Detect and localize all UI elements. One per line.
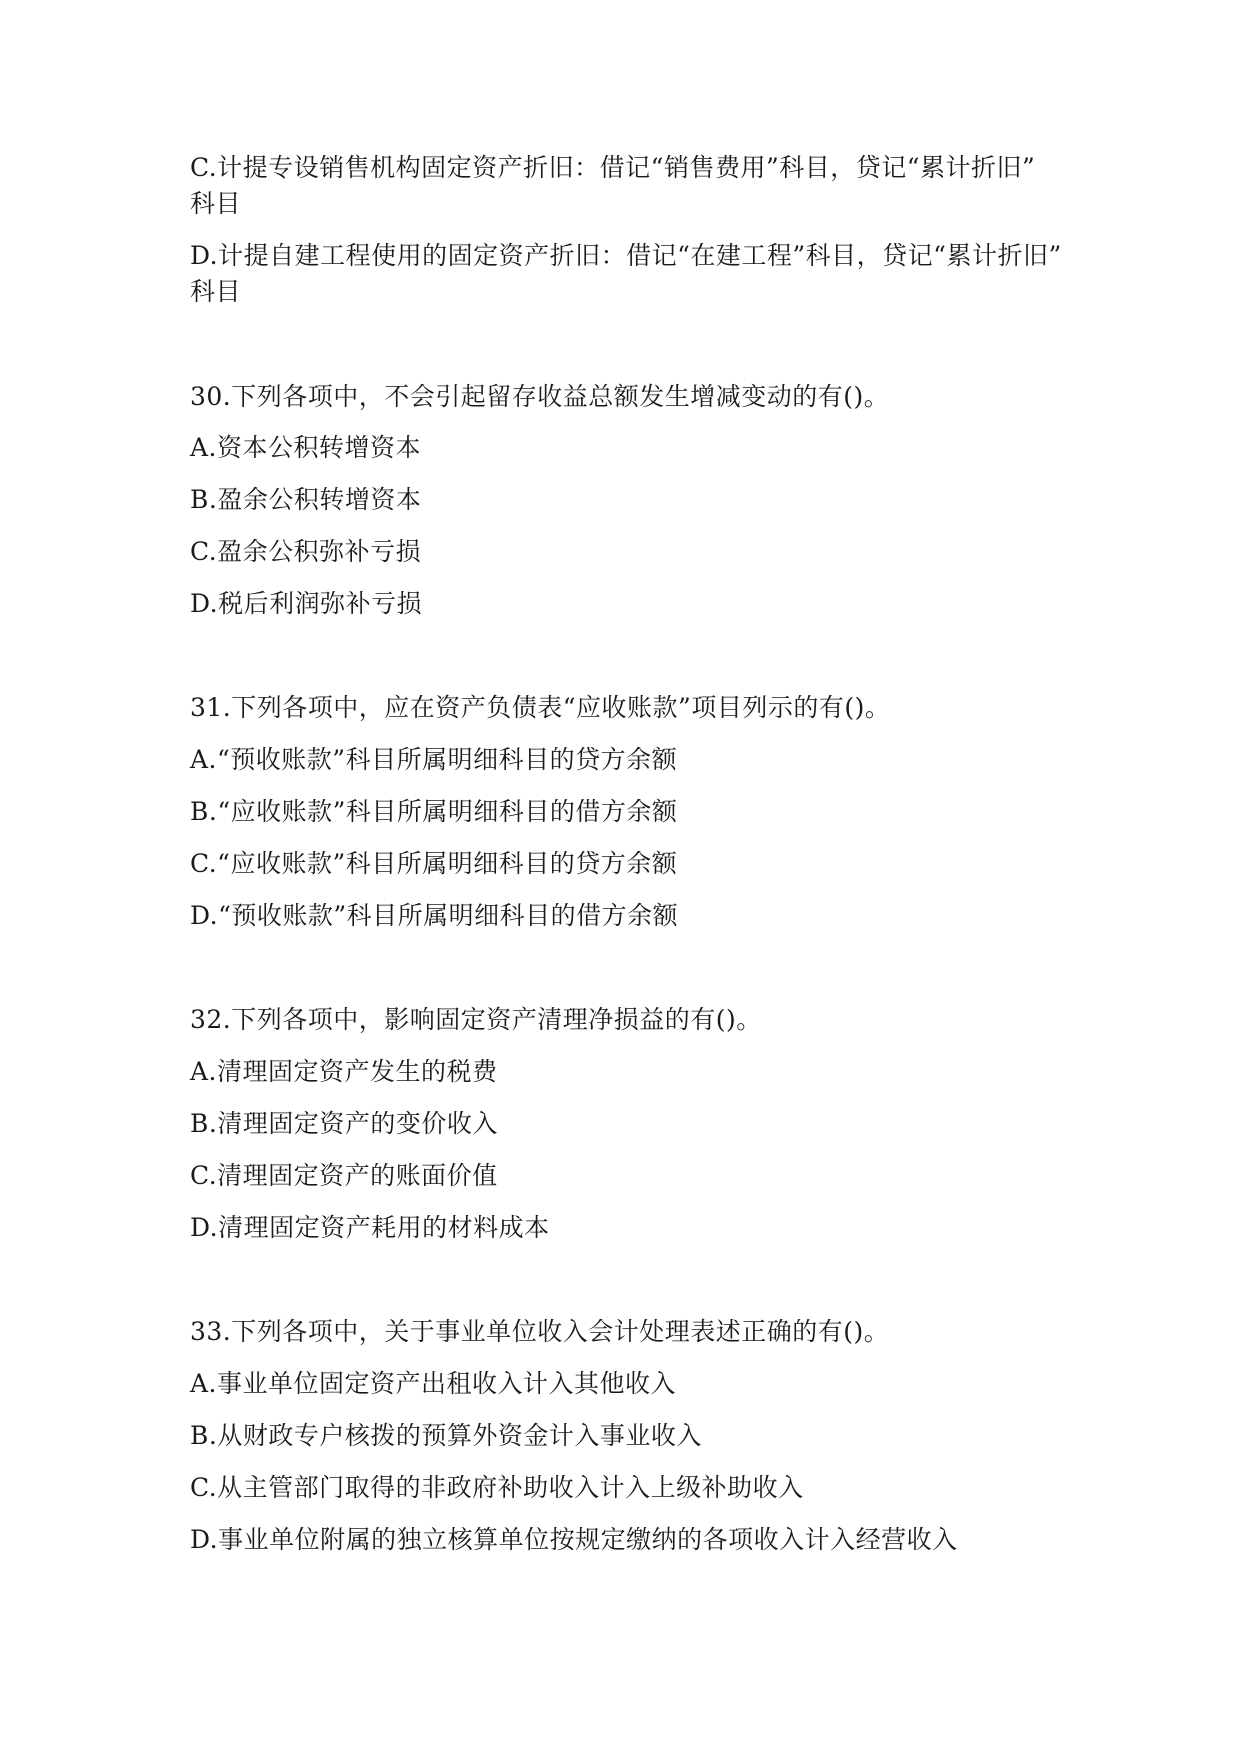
question-30-stem: 30.下列各项中，不会引起留存收益总额发生增减变动的有()。 bbox=[190, 382, 890, 411]
question-31-stem: 31.下列各项中，应在资产负债表“应收账款”项目列示的有()。 bbox=[190, 693, 891, 722]
question-33-stem: 33.下列各项中，关于事业单位收入会计处理表述正确的有()。 bbox=[190, 1317, 890, 1346]
question-30-option-d: D.税后利润弥补亏损 bbox=[190, 589, 423, 618]
option-c-continued-line2: 科目 bbox=[190, 189, 242, 218]
question-32-option-d: D.清理固定资产耗用的材料成本 bbox=[190, 1213, 550, 1242]
question-33-option-d: D.事业单位附属的独立核算单位按规定缴纳的各项收入计入经营收入 bbox=[190, 1525, 958, 1554]
question-32-option-a: A.清理固定资产发生的税费 bbox=[190, 1057, 498, 1086]
question-32-option-c: C.清理固定资产的账面价值 bbox=[190, 1161, 498, 1190]
question-30-option-c: C.盈余公积弥补亏损 bbox=[190, 537, 422, 566]
option-c-continued-line1: C.计提专设销售机构固定资产折旧：借记“销售费用”科目，贷记“累计折旧” bbox=[190, 153, 1036, 182]
question-32-option-b: B.清理固定资产的变价收入 bbox=[190, 1109, 498, 1138]
question-31-option-b: B.“应收账款”科目所属明细科目的借方余额 bbox=[190, 797, 678, 826]
question-31-option-a: A.“预收账款”科目所属明细科目的贷方余额 bbox=[190, 745, 678, 774]
question-33-option-c: C.从主管部门取得的非政府补助收入计入上级补助收入 bbox=[190, 1473, 804, 1502]
question-30-option-b: B.盈余公积转增资本 bbox=[190, 485, 422, 514]
option-d-continued-line1: D.计提自建工程使用的固定资产折旧：借记“在建工程”科目，贷记“累计折旧” bbox=[190, 241, 1062, 270]
question-30-option-a: A.资本公积转增资本 bbox=[190, 433, 422, 462]
question-33-option-b: B.从财政专户核拨的预算外资金计入事业收入 bbox=[190, 1421, 702, 1450]
question-32-stem: 32.下列各项中，影响固定资产清理净损益的有()。 bbox=[190, 1005, 762, 1034]
question-33-option-a: A.事业单位固定资产出租收入计入其他收入 bbox=[190, 1369, 677, 1398]
option-d-continued-line2: 科目 bbox=[190, 277, 242, 306]
question-31-option-d: D.“预收账款”科目所属明细科目的借方余额 bbox=[190, 901, 679, 930]
question-31-option-c: C.“应收账款”科目所属明细科目的贷方余额 bbox=[190, 849, 678, 878]
